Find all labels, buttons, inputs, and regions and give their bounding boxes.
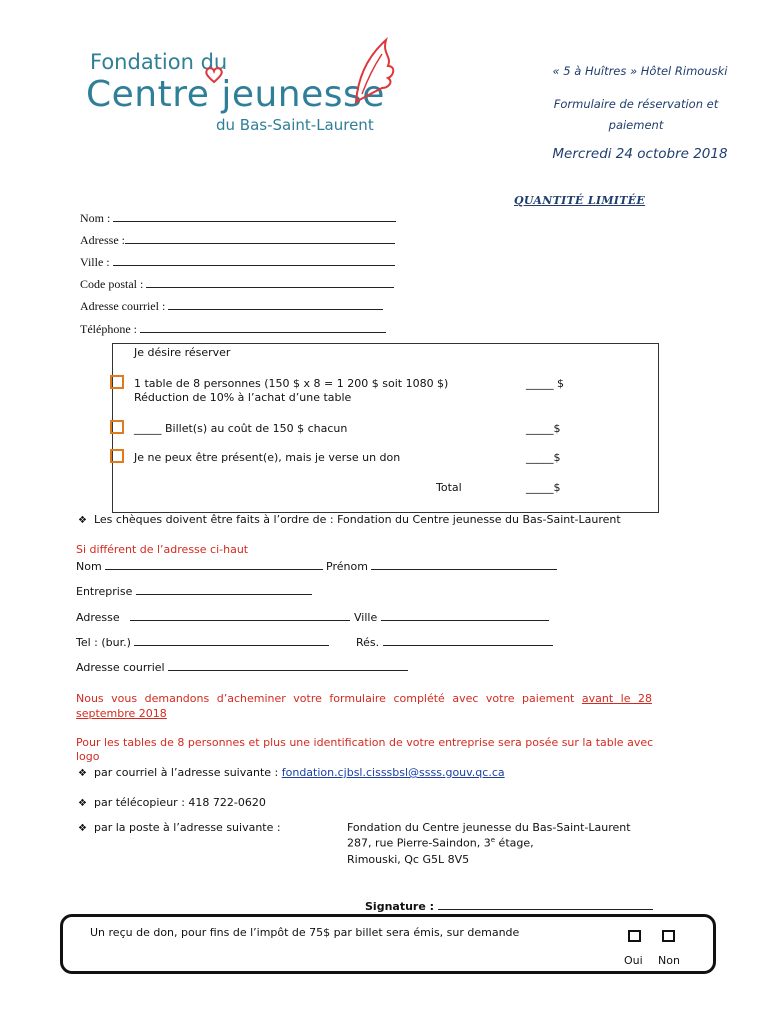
option-don-checkbox[interactable] xyxy=(110,449,124,463)
field-ville[interactable]: Ville : xyxy=(80,255,395,270)
send-mail: ❖ par la poste à l’adresse suivante : xyxy=(78,821,281,834)
tables-note: Pour les tables de 8 personnes et plus une identification de votre entreprise sera posée sur la table avec logo xyxy=(76,736,654,763)
alt-courriel-field[interactable]: Adresse courriel xyxy=(76,660,408,674)
option-don: Je ne peux être présent(e), mais je verse un don xyxy=(134,451,401,464)
logo-line-2: Centre jeunesse xyxy=(86,74,385,115)
option-billets-checkbox[interactable] xyxy=(110,420,124,434)
option-table-checkbox[interactable] xyxy=(110,375,124,389)
send-email: ❖ par courriel à l’adresse suivante : fondation.cjbsl.cisssbsl@ssss.gouv.qc.ca xyxy=(78,766,505,779)
event-title: « 5 à Huîtres » Hôtel Rimouski xyxy=(552,64,728,78)
email-link[interactable]: fondation.cjbsl.cisssbsl@ssss.gouv.qc.ca xyxy=(281,766,505,779)
logo-line-3: du Bas-Saint-Laurent xyxy=(216,116,374,134)
alt-address-title: Si différent de l’adresse ci-haut xyxy=(76,543,249,556)
receipt-box xyxy=(60,914,716,974)
receipt-no-checkbox[interactable] xyxy=(662,930,675,942)
option-don-amount[interactable]: _____$ xyxy=(526,451,561,464)
field-adresse[interactable]: Adresse : xyxy=(80,233,395,248)
option-billets: _____ Billet(s) au coût de 150 $ chacun xyxy=(134,422,348,435)
field-telephone[interactable]: Téléphone : xyxy=(80,322,386,337)
signature-field[interactable]: Signature : xyxy=(365,899,653,913)
diamond-bullet-icon: ❖ xyxy=(78,768,87,779)
field-courriel[interactable]: Adresse courriel : xyxy=(80,299,383,314)
field-nom[interactable]: Nom : xyxy=(80,211,396,226)
alt-res-field[interactable]: Rés. xyxy=(356,635,553,649)
logo-line-1: Fondation du xyxy=(90,50,228,74)
reservation-title: Je désire réserver xyxy=(134,346,231,359)
receipt-yes-checkbox[interactable] xyxy=(628,930,641,942)
total-amount[interactable]: _____$ xyxy=(526,481,561,494)
diamond-bullet-icon: ❖ xyxy=(78,798,87,809)
option-table-amount[interactable]: _____ $ xyxy=(526,377,564,390)
mail-address-line1: Fondation du Centre jeunesse du Bas-Saint-Laurent xyxy=(347,821,631,834)
mail-address-line2: 287, rue Pierre-Saindon, 3e étage, xyxy=(347,836,534,850)
alt-nom-field[interactable]: Nom xyxy=(76,559,323,573)
logo xyxy=(86,36,406,138)
receipt-yes-label: Oui xyxy=(624,954,643,967)
alt-tel-field[interactable]: Tel : (bur.) xyxy=(76,635,329,649)
deadline-note: Nous vous demandons d’acheminer votre formulaire complété avec votre paiement avant le 28 septembre 2018 xyxy=(76,692,653,720)
diamond-bullet-icon: ❖ xyxy=(78,823,87,834)
event-date: Mercredi 24 octobre 2018 xyxy=(552,146,728,162)
mail-address-line3: Rimouski, Qc G5L 8V5 xyxy=(347,853,470,866)
send-fax: ❖ par télécopieur : 418 722-0620 xyxy=(78,796,266,809)
option-table-line1: 1 table de 8 personnes (150 $ x 8 = 1 200 $ soit 1080 $) xyxy=(134,377,449,390)
wing-icon xyxy=(348,36,400,106)
alt-adresse-field[interactable]: Adresse xyxy=(76,610,350,624)
receipt-no-label: Non xyxy=(658,954,680,967)
heart-icon xyxy=(204,66,224,84)
option-table-line2: Réduction de 10% à l’achat d’une table xyxy=(134,391,352,404)
diamond-bullet-icon: ❖ xyxy=(78,515,87,526)
option-billets-amount[interactable]: _____$ xyxy=(526,422,561,435)
form-title: Formulaire de réservation et paiement xyxy=(553,97,719,132)
limited-quantity: QUANTITÉ LIMITÉE xyxy=(514,194,646,207)
receipt-text: Un reçu de don, pour fins de l’impôt de 75$ par billet sera émis, sur demande xyxy=(90,926,520,939)
cheques-note: ❖ Les chèques doivent être faits à l’ordre de : Fondation du Centre jeunesse du Bas-Saint-Laurent xyxy=(78,513,621,526)
alt-entreprise-field[interactable]: Entreprise xyxy=(76,584,312,598)
field-code-postal[interactable]: Code postal : xyxy=(80,277,394,292)
alt-prenom-field[interactable]: Prénom xyxy=(326,559,557,573)
total-label: Total xyxy=(436,481,462,494)
alt-ville-field[interactable]: Ville xyxy=(354,610,549,624)
